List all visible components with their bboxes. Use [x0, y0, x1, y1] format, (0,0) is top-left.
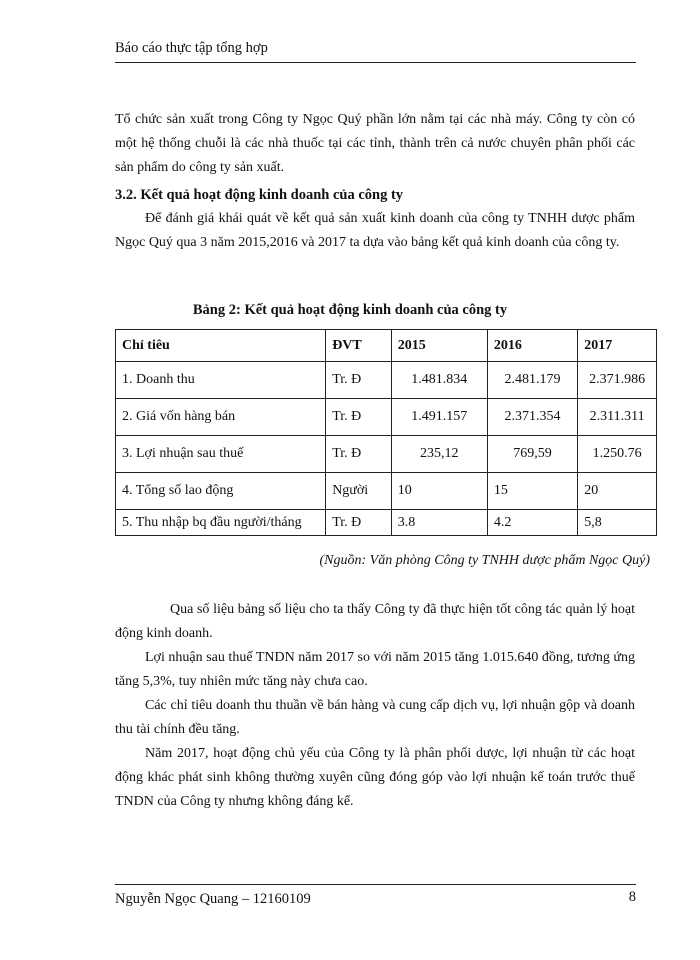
table-cell: 1.250.76 — [578, 436, 657, 473]
table-source-note: (Nguồn: Văn phòng Công ty TNHH dược phẩm Ngọc Quý) — [319, 553, 650, 568]
header-title: Báo cáo thực tập tổng hợp — [115, 40, 268, 56]
analysis-paragraph: Lợi nhuận sau thuế TNDN năm 2017 so với năm 2015 tăng 1.015.640 đồng, tương ứng tăng 5,3%, tuy nhiên mức tăng này chưa cao. — [115, 650, 635, 689]
table-header-row — [116, 330, 657, 362]
table-cell: Tr. Đ — [326, 510, 392, 536]
table-row — [116, 362, 657, 399]
table-row — [116, 436, 657, 473]
table-row — [116, 473, 657, 510]
intro-paragraph: Tổ chức sản xuất trong Công ty Ngọc Quý phần lớn nằm tại các nhà máy. Công ty còn có một hệ thống chuỗi là các nhà thuốc tại các tỉnh, thành trên cả nước chuyên phân phối các sản phẩm do công ty sản xuất. — [115, 112, 635, 175]
results-table — [115, 329, 657, 536]
table-cell: 1.481.834 — [391, 362, 487, 399]
table-cell: 2.371.354 — [487, 399, 577, 436]
page-number: 8 — [628, 889, 636, 905]
table-cell: 1. Doanh thu — [116, 362, 326, 399]
table-cell: 769,59 — [487, 436, 577, 473]
table-cell: 5,8 — [578, 510, 657, 536]
table-cell: Tr. Đ — [326, 436, 392, 473]
table-cell: 2.371.986 — [578, 362, 657, 399]
table-cell: 5. Thu nhập bq đầu người/tháng — [116, 510, 326, 536]
table-cell: 10 — [391, 473, 487, 510]
table-cell: 3. Lợi nhuận sau thuế — [116, 436, 326, 473]
table-cell: 1.491.157 — [391, 399, 487, 436]
table-cell: 4. Tổng số lao động — [116, 473, 326, 510]
table-cell: 3.8 — [391, 510, 487, 536]
footer-author: Nguyễn Ngọc Quang – 12160109 — [115, 891, 311, 907]
table-cell: 2.481.179 — [487, 362, 577, 399]
table-cell: Tr. Đ — [326, 399, 392, 436]
header-cell: 2017 — [578, 330, 657, 362]
header-cell: Chỉ tiêu — [116, 330, 326, 362]
table-cell: Người — [326, 473, 392, 510]
section-heading: 3.2. Kết quả hoạt động kinh doanh của công ty — [115, 187, 404, 203]
header-cell: 2016 — [487, 330, 577, 362]
table-cell: 235,12 — [391, 436, 487, 473]
table-cell: 2. Giá vốn hàng bán — [116, 399, 326, 436]
page-header — [115, 38, 636, 63]
page-footer — [115, 884, 636, 907]
analysis-paragraph: Năm 2017, hoạt động chủ yếu của Công ty là phân phối dược, lợi nhuận từ các hoạt động khác phát sinh không thường xuyên cũng đóng góp vào lợi nhuận kế toán trước thuế TNDN của Công ty nhưng không đáng kể. — [115, 746, 635, 809]
table-cell: 2.311.311 — [578, 399, 657, 436]
table-cell: 15 — [487, 473, 577, 510]
header-cell: ĐVT — [326, 330, 392, 362]
analysis-paragraph: Qua số liệu bảng số liệu cho ta thấy Công ty đã thực hiện tốt công tác quản lý hoạt động kinh doanh. — [115, 602, 635, 641]
table-row — [116, 399, 657, 436]
table-cell: Tr. Đ — [326, 362, 392, 399]
table-cell: 4.2 — [487, 510, 577, 536]
section-paragraph: Để đánh giá khái quát về kết quả sản xuất kinh doanh của công ty TNHH dược phẩm Ngọc Quý qua 3 năm 2015,2016 và 2017 ta dựa vào bảng kết quả kinh doanh của công ty. — [115, 211, 635, 250]
table-row — [116, 510, 657, 536]
table-caption: Bảng 2: Kết quả hoạt động kinh doanh của công ty — [192, 302, 508, 318]
table-cell: 20 — [578, 473, 657, 510]
header-cell: 2015 — [391, 330, 487, 362]
analysis-paragraph: Các chỉ tiêu doanh thu thuần về bán hàng và cung cấp dịch vụ, lợi nhuận gộp và doanh thu tài chính đều tăng. — [115, 698, 635, 737]
